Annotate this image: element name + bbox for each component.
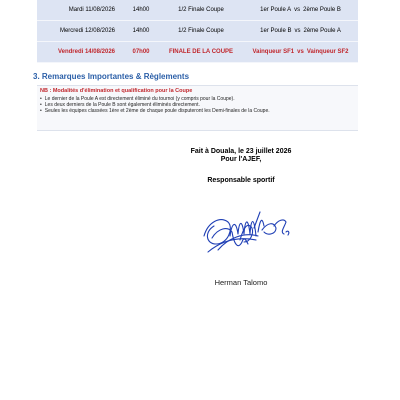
team-b: Vainqueur SF2 xyxy=(306,49,349,55)
rule-item: • Seules les équipes classées 1ère et 2ème de chaque poule disputeront les Demi-finales de la Coupe. xyxy=(40,108,355,114)
match-phase: FINALE DE LA COUPE xyxy=(159,42,243,63)
match-teams xyxy=(243,0,358,21)
match-teams xyxy=(243,21,358,42)
match-teams xyxy=(243,42,358,63)
rule-item: • Les deux derniers de la Poule B sont également éliminés directement. xyxy=(40,102,355,108)
match-phase: 1/2 Finale Coupe xyxy=(159,0,243,21)
schedule-table xyxy=(37,0,358,63)
team-a: Vainqueur SF1 xyxy=(252,49,295,55)
match-date: Mercredi 12/08/2026 xyxy=(37,21,123,42)
vs-label: vs xyxy=(297,49,304,55)
table-row-final xyxy=(37,42,358,63)
place-date: Fait à Douala, le 23 juillet 2026 xyxy=(190,148,292,155)
match-time: 14h00 xyxy=(123,21,159,42)
rules-box xyxy=(37,85,358,131)
match-date: Vendredi 14/08/2026 xyxy=(37,42,123,63)
match-time: 07h00 xyxy=(123,42,159,63)
team-b: 2ème Poule B xyxy=(303,7,341,13)
rules-heading: NB : Modalités d'élimination et qualification pour la Coupe xyxy=(40,88,193,94)
section-title: 3. Remarques Importantes & Règlements xyxy=(33,72,190,81)
vs-label: vs xyxy=(294,28,301,34)
rule-item: • Le dernier de la Poule A est directement éliminé du tournoi (y compris pour la Coupe). xyxy=(40,96,355,102)
table-row xyxy=(37,21,358,42)
team-b: 2ème Poule A xyxy=(303,28,341,34)
signatory-role: Responsable sportif xyxy=(207,177,275,184)
match-time: 14h00 xyxy=(123,0,159,21)
team-a: 1er Poule A xyxy=(260,7,292,13)
match-date: Mardi 11/08/2026 xyxy=(37,0,123,21)
organization: Pour l'AJEF, xyxy=(220,156,262,163)
vs-label: vs xyxy=(294,7,301,13)
handwritten-signature xyxy=(198,192,300,272)
team-a: 1er Poule B xyxy=(260,28,292,34)
signatory-name: Herman Talomo xyxy=(214,278,268,287)
match-phase: 1/2 Finale Coupe xyxy=(159,21,243,42)
table-row xyxy=(37,0,358,21)
rules-list xyxy=(40,96,355,115)
